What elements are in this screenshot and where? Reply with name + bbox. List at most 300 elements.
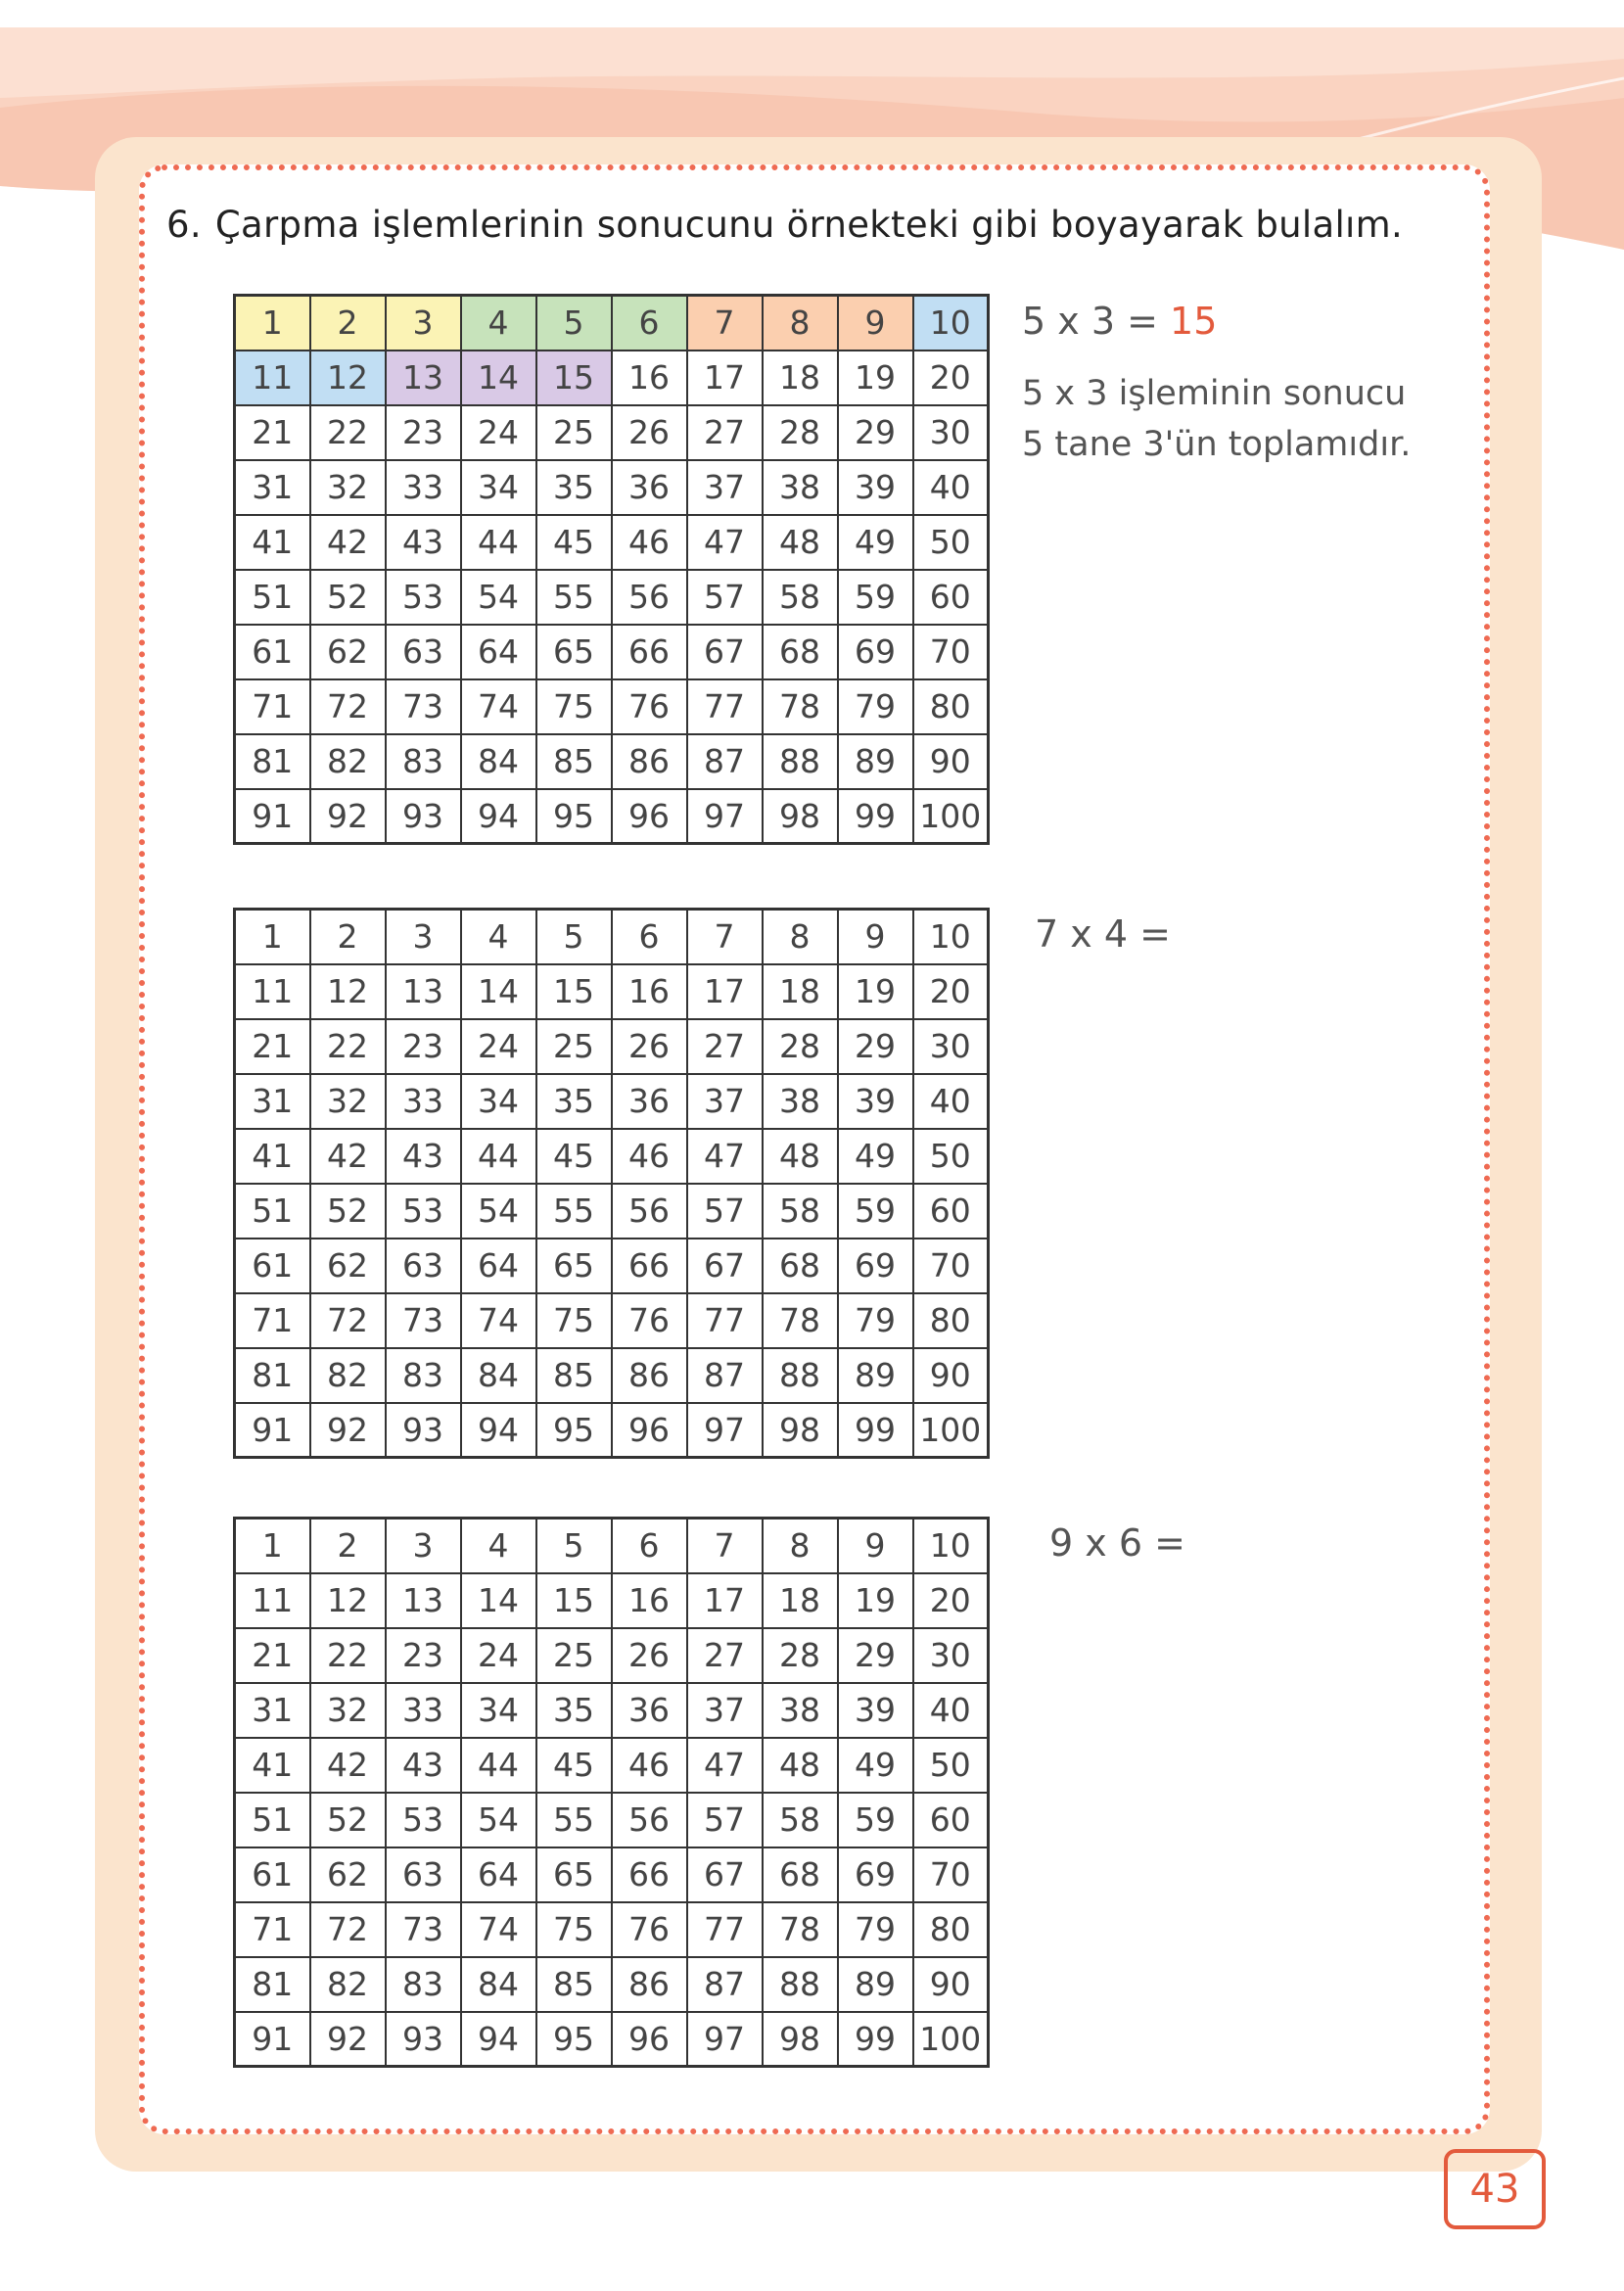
grid-cell[interactable]: 94 [461,789,536,844]
grid-cell[interactable]: 55 [536,1184,612,1239]
grid-cell[interactable]: 100 [913,789,989,844]
grid-cell[interactable]: 26 [612,405,687,460]
grid-cell[interactable]: 21 [235,1628,310,1683]
grid-cell[interactable]: 51 [235,1184,310,1239]
grid-cell[interactable]: 39 [838,460,913,515]
grid-cell[interactable]: 61 [235,625,310,679]
grid-cell[interactable]: 63 [386,625,461,679]
grid-cell[interactable]: 42 [310,1738,386,1793]
grid-cell[interactable]: 28 [763,405,838,460]
grid-cell[interactable]: 92 [310,1403,386,1458]
grid-cell[interactable]: 24 [461,1628,536,1683]
grid-cell[interactable]: 59 [838,1793,913,1847]
grid-cell[interactable]: 75 [536,1293,612,1348]
grid-cell[interactable]: 12 [310,964,386,1019]
grid-cell[interactable]: 13 [386,964,461,1019]
grid-cell[interactable]: 62 [310,1847,386,1902]
grid-cell[interactable]: 70 [913,625,989,679]
grid-cell[interactable]: 25 [536,1628,612,1683]
grid-cell[interactable]: 9 [838,1519,913,1573]
grid-cell[interactable]: 28 [763,1628,838,1683]
grid-cell[interactable]: 4 [461,910,536,964]
grid-cell[interactable]: 48 [763,1738,838,1793]
grid-cell[interactable]: 46 [612,1738,687,1793]
grid-cell[interactable]: 87 [687,1957,763,2012]
grid-cell[interactable]: 6 [612,296,687,351]
grid-cell[interactable]: 57 [687,1184,763,1239]
grid-cell[interactable]: 58 [763,1184,838,1239]
grid-cell[interactable]: 23 [386,1019,461,1074]
grid-cell[interactable]: 46 [612,515,687,570]
grid-cell[interactable]: 90 [913,1348,989,1403]
grid-cell[interactable]: 15 [536,964,612,1019]
grid-cell[interactable]: 43 [386,1129,461,1184]
grid-cell[interactable]: 8 [763,1519,838,1573]
grid-cell[interactable]: 19 [838,964,913,1019]
grid-cell[interactable]: 77 [687,679,763,734]
grid-cell[interactable]: 54 [461,1184,536,1239]
grid-cell[interactable]: 92 [310,2012,386,2067]
grid-cell[interactable]: 58 [763,570,838,625]
grid-cell[interactable]: 26 [612,1628,687,1683]
grid-cell[interactable]: 23 [386,405,461,460]
grid-cell[interactable]: 7 [687,1519,763,1573]
grid-cell[interactable]: 56 [612,1793,687,1847]
grid-cell[interactable]: 1 [235,910,310,964]
grid-cell[interactable]: 49 [838,1738,913,1793]
grid-cell[interactable]: 33 [386,1074,461,1129]
grid-cell[interactable]: 76 [612,1293,687,1348]
grid-cell[interactable]: 2 [310,296,386,351]
grid-cell[interactable]: 28 [763,1019,838,1074]
grid-cell[interactable]: 17 [687,351,763,405]
grid-cell[interactable]: 44 [461,515,536,570]
grid-cell[interactable]: 69 [838,1847,913,1902]
grid-cell[interactable]: 90 [913,734,989,789]
grid-cell[interactable]: 85 [536,1348,612,1403]
grid-cell[interactable]: 52 [310,1184,386,1239]
grid-cell[interactable]: 79 [838,1293,913,1348]
grid-cell[interactable]: 90 [913,1957,989,2012]
grid-cell[interactable]: 24 [461,405,536,460]
grid-cell[interactable]: 80 [913,1902,989,1957]
grid-cell[interactable]: 9 [838,910,913,964]
grid-cell[interactable]: 73 [386,1902,461,1957]
grid-cell[interactable]: 67 [687,1239,763,1293]
grid-cell[interactable]: 100 [913,2012,989,2067]
grid-cell[interactable]: 19 [838,1573,913,1628]
grid-cell[interactable]: 29 [838,405,913,460]
grid-cell[interactable]: 73 [386,1293,461,1348]
grid-cell[interactable]: 22 [310,405,386,460]
grid-cell[interactable]: 70 [913,1847,989,1902]
grid-cell[interactable]: 59 [838,570,913,625]
grid-cell[interactable]: 30 [913,1019,989,1074]
grid-cell[interactable]: 80 [913,1293,989,1348]
grid-cell[interactable]: 50 [913,1129,989,1184]
grid-cell[interactable]: 38 [763,460,838,515]
grid-cell[interactable]: 51 [235,1793,310,1847]
grid-cell[interactable]: 11 [235,1573,310,1628]
grid-cell[interactable]: 87 [687,734,763,789]
grid-cell[interactable]: 8 [763,296,838,351]
grid-cell[interactable]: 15 [536,1573,612,1628]
grid-cell[interactable]: 34 [461,460,536,515]
grid-cell[interactable]: 18 [763,351,838,405]
grid-cell[interactable]: 49 [838,1129,913,1184]
grid-cell[interactable]: 30 [913,405,989,460]
grid-cell[interactable]: 63 [386,1847,461,1902]
grid-cell[interactable]: 97 [687,789,763,844]
grid-cell[interactable]: 84 [461,1957,536,2012]
grid-cell[interactable]: 77 [687,1902,763,1957]
grid-cell[interactable]: 74 [461,1902,536,1957]
grid-cell[interactable]: 71 [235,1902,310,1957]
grid-cell[interactable]: 88 [763,734,838,789]
grid-cell[interactable]: 39 [838,1074,913,1129]
grid-cell[interactable]: 21 [235,1019,310,1074]
grid-cell[interactable]: 88 [763,1348,838,1403]
grid-cell[interactable]: 22 [310,1019,386,1074]
grid-cell[interactable]: 57 [687,570,763,625]
grid-cell[interactable]: 46 [612,1129,687,1184]
grid-cell[interactable]: 27 [687,1019,763,1074]
grid-cell[interactable]: 86 [612,1348,687,1403]
grid-cell[interactable]: 94 [461,2012,536,2067]
grid-cell[interactable]: 2 [310,910,386,964]
grid-cell[interactable]: 36 [612,460,687,515]
grid-cell[interactable]: 56 [612,570,687,625]
grid-cell[interactable]: 72 [310,1293,386,1348]
grid-cell[interactable]: 40 [913,460,989,515]
grid-cell[interactable]: 31 [235,1683,310,1738]
grid-cell[interactable]: 85 [536,1957,612,2012]
grid-cell[interactable]: 3 [386,910,461,964]
grid-cell[interactable]: 8 [763,910,838,964]
grid-cell[interactable]: 49 [838,515,913,570]
grid-cell[interactable]: 33 [386,1683,461,1738]
grid-cell[interactable]: 89 [838,734,913,789]
grid-cell[interactable]: 40 [913,1074,989,1129]
grid-cell[interactable]: 43 [386,515,461,570]
grid-cell[interactable]: 64 [461,1239,536,1293]
grid-cell[interactable]: 83 [386,1348,461,1403]
grid-cell[interactable]: 12 [310,351,386,405]
grid-cell[interactable]: 67 [687,625,763,679]
grid-cell[interactable]: 85 [536,734,612,789]
grid-cell[interactable]: 16 [612,351,687,405]
grid-cell[interactable]: 34 [461,1074,536,1129]
grid-cell[interactable]: 14 [461,351,536,405]
grid-cell[interactable]: 23 [386,1628,461,1683]
grid-cell[interactable]: 69 [838,1239,913,1293]
grid-cell[interactable]: 48 [763,515,838,570]
grid-cell[interactable]: 20 [913,351,989,405]
grid-cell[interactable]: 36 [612,1683,687,1738]
grid-cell[interactable]: 99 [838,1403,913,1458]
grid-cell[interactable]: 56 [612,1184,687,1239]
grid-cell[interactable]: 78 [763,1902,838,1957]
grid-cell[interactable]: 20 [913,964,989,1019]
grid-cell[interactable]: 62 [310,625,386,679]
grid-cell[interactable]: 71 [235,1293,310,1348]
grid-cell[interactable]: 98 [763,1403,838,1458]
grid-cell[interactable]: 57 [687,1793,763,1847]
grid-cell[interactable]: 5 [536,1519,612,1573]
grid-cell[interactable]: 42 [310,1129,386,1184]
grid-cell[interactable]: 37 [687,460,763,515]
grid-cell[interactable]: 35 [536,1683,612,1738]
grid-cell[interactable]: 76 [612,1902,687,1957]
grid-cell[interactable]: 60 [913,570,989,625]
grid-cell[interactable]: 38 [763,1074,838,1129]
grid-cell[interactable]: 14 [461,964,536,1019]
grid-cell[interactable]: 81 [235,1957,310,2012]
grid-cell[interactable]: 100 [913,1403,989,1458]
grid-cell[interactable]: 20 [913,1573,989,1628]
grid-cell[interactable]: 91 [235,2012,310,2067]
grid-cell[interactable]: 96 [612,1403,687,1458]
grid-cell[interactable]: 68 [763,1239,838,1293]
grid-cell[interactable]: 84 [461,1348,536,1403]
grid-cell[interactable]: 52 [310,570,386,625]
grid-cell[interactable]: 63 [386,1239,461,1293]
grid-cell[interactable]: 19 [838,351,913,405]
grid-cell[interactable]: 87 [687,1348,763,1403]
grid-cell[interactable]: 84 [461,734,536,789]
grid-cell[interactable]: 29 [838,1019,913,1074]
grid-cell[interactable]: 83 [386,734,461,789]
grid-cell[interactable]: 93 [386,2012,461,2067]
grid-cell[interactable]: 22 [310,1628,386,1683]
grid-cell[interactable]: 17 [687,964,763,1019]
grid-cell[interactable]: 35 [536,460,612,515]
grid-cell[interactable]: 1 [235,1519,310,1573]
grid-cell[interactable]: 65 [536,1239,612,1293]
grid-cell[interactable]: 25 [536,405,612,460]
grid-cell[interactable]: 60 [913,1793,989,1847]
grid-cell[interactable]: 27 [687,405,763,460]
grid-cell[interactable]: 81 [235,734,310,789]
grid-cell[interactable]: 91 [235,789,310,844]
grid-cell[interactable]: 54 [461,570,536,625]
grid-cell[interactable]: 72 [310,1902,386,1957]
grid-cell[interactable]: 78 [763,679,838,734]
grid-cell[interactable]: 18 [763,964,838,1019]
grid-cell[interactable]: 53 [386,570,461,625]
grid-cell[interactable]: 68 [763,1847,838,1902]
grid-cell[interactable]: 41 [235,1738,310,1793]
grid-cell[interactable]: 66 [612,625,687,679]
grid-cell[interactable]: 64 [461,625,536,679]
grid-cell[interactable]: 52 [310,1793,386,1847]
grid-cell[interactable]: 61 [235,1239,310,1293]
grid-cell[interactable]: 93 [386,1403,461,1458]
grid-cell[interactable]: 4 [461,296,536,351]
grid-cell[interactable]: 48 [763,1129,838,1184]
grid-cell[interactable]: 94 [461,1403,536,1458]
grid-cell[interactable]: 82 [310,1348,386,1403]
grid-cell[interactable]: 68 [763,625,838,679]
grid-cell[interactable]: 99 [838,2012,913,2067]
grid-cell[interactable]: 67 [687,1847,763,1902]
grid-cell[interactable]: 47 [687,515,763,570]
grid-cell[interactable]: 6 [612,1519,687,1573]
grid-cell[interactable]: 4 [461,1519,536,1573]
grid-cell[interactable]: 82 [310,734,386,789]
grid-cell[interactable]: 80 [913,679,989,734]
grid-cell[interactable]: 26 [612,1019,687,1074]
grid-cell[interactable]: 44 [461,1738,536,1793]
grid-cell[interactable]: 75 [536,679,612,734]
grid-cell[interactable]: 39 [838,1683,913,1738]
grid-cell[interactable]: 79 [838,1902,913,1957]
grid-cell[interactable]: 37 [687,1074,763,1129]
grid-cell[interactable]: 55 [536,1793,612,1847]
grid-cell[interactable]: 10 [913,1519,989,1573]
grid-cell[interactable]: 74 [461,1293,536,1348]
grid-cell[interactable]: 45 [536,515,612,570]
grid-cell[interactable]: 47 [687,1129,763,1184]
grid-cell[interactable]: 41 [235,1129,310,1184]
grid-cell[interactable]: 96 [612,789,687,844]
grid-cell[interactable]: 78 [763,1293,838,1348]
grid-cell[interactable]: 88 [763,1957,838,2012]
grid-cell[interactable]: 59 [838,1184,913,1239]
grid-cell[interactable]: 14 [461,1573,536,1628]
grid-cell[interactable]: 15 [536,351,612,405]
grid-cell[interactable]: 13 [386,351,461,405]
grid-cell[interactable]: 66 [612,1239,687,1293]
grid-cell[interactable]: 21 [235,405,310,460]
grid-cell[interactable]: 58 [763,1793,838,1847]
grid-cell[interactable]: 16 [612,964,687,1019]
grid-cell[interactable]: 10 [913,910,989,964]
grid-cell[interactable]: 25 [536,1019,612,1074]
grid-cell[interactable]: 33 [386,460,461,515]
grid-cell[interactable]: 95 [536,789,612,844]
grid-cell[interactable]: 64 [461,1847,536,1902]
grid-cell[interactable]: 69 [838,625,913,679]
grid-cell[interactable]: 97 [687,1403,763,1458]
grid-cell[interactable]: 12 [310,1573,386,1628]
grid-cell[interactable]: 24 [461,1019,536,1074]
grid-cell[interactable]: 37 [687,1683,763,1738]
grid-cell[interactable]: 50 [913,1738,989,1793]
grid-cell[interactable]: 41 [235,515,310,570]
grid-cell[interactable]: 95 [536,2012,612,2067]
grid-cell[interactable]: 74 [461,679,536,734]
grid-cell[interactable]: 89 [838,1957,913,2012]
grid-cell[interactable]: 9 [838,296,913,351]
grid-cell[interactable]: 71 [235,679,310,734]
grid-cell[interactable]: 53 [386,1184,461,1239]
grid-cell[interactable]: 82 [310,1957,386,2012]
grid-cell[interactable]: 29 [838,1628,913,1683]
grid-cell[interactable]: 11 [235,964,310,1019]
grid-cell[interactable]: 86 [612,734,687,789]
grid-cell[interactable]: 7 [687,910,763,964]
grid-cell[interactable]: 45 [536,1738,612,1793]
grid-cell[interactable]: 18 [763,1573,838,1628]
grid-cell[interactable]: 99 [838,789,913,844]
grid-cell[interactable]: 40 [913,1683,989,1738]
grid-cell[interactable]: 10 [913,296,989,351]
grid-cell[interactable]: 77 [687,1293,763,1348]
grid-cell[interactable]: 53 [386,1793,461,1847]
grid-cell[interactable]: 3 [386,296,461,351]
grid-cell[interactable]: 65 [536,1847,612,1902]
grid-cell[interactable]: 72 [310,679,386,734]
grid-cell[interactable]: 2 [310,1519,386,1573]
grid-cell[interactable]: 5 [536,296,612,351]
grid-cell[interactable]: 47 [687,1738,763,1793]
grid-cell[interactable]: 27 [687,1628,763,1683]
grid-cell[interactable]: 55 [536,570,612,625]
grid-cell[interactable]: 32 [310,1683,386,1738]
grid-cell[interactable]: 35 [536,1074,612,1129]
grid-cell[interactable]: 76 [612,679,687,734]
grid-cell[interactable]: 73 [386,679,461,734]
grid-cell[interactable]: 34 [461,1683,536,1738]
grid-cell[interactable]: 75 [536,1902,612,1957]
grid-cell[interactable]: 6 [612,910,687,964]
grid-cell[interactable]: 54 [461,1793,536,1847]
grid-cell[interactable]: 91 [235,1403,310,1458]
grid-cell[interactable]: 62 [310,1239,386,1293]
grid-cell[interactable]: 98 [763,789,838,844]
grid-cell[interactable]: 3 [386,1519,461,1573]
grid-cell[interactable]: 89 [838,1348,913,1403]
grid-cell[interactable]: 97 [687,2012,763,2067]
grid-cell[interactable]: 5 [536,910,612,964]
grid-cell[interactable]: 96 [612,2012,687,2067]
grid-cell[interactable]: 17 [687,1573,763,1628]
grid-cell[interactable]: 61 [235,1847,310,1902]
grid-cell[interactable]: 45 [536,1129,612,1184]
grid-cell[interactable]: 51 [235,570,310,625]
grid-cell[interactable]: 65 [536,625,612,679]
grid-cell[interactable]: 86 [612,1957,687,2012]
grid-cell[interactable]: 81 [235,1348,310,1403]
grid-cell[interactable]: 32 [310,1074,386,1129]
grid-cell[interactable]: 11 [235,351,310,405]
grid-cell[interactable]: 60 [913,1184,989,1239]
grid-cell[interactable]: 66 [612,1847,687,1902]
grid-cell[interactable]: 36 [612,1074,687,1129]
grid-cell[interactable]: 70 [913,1239,989,1293]
grid-cell[interactable]: 32 [310,460,386,515]
grid-cell[interactable]: 31 [235,460,310,515]
grid-cell[interactable]: 92 [310,789,386,844]
grid-cell[interactable]: 7 [687,296,763,351]
grid-cell[interactable]: 43 [386,1738,461,1793]
grid-cell[interactable]: 98 [763,2012,838,2067]
grid-cell[interactable]: 79 [838,679,913,734]
grid-cell[interactable]: 30 [913,1628,989,1683]
grid-cell[interactable]: 93 [386,789,461,844]
grid-cell[interactable]: 31 [235,1074,310,1129]
grid-cell[interactable]: 42 [310,515,386,570]
grid-cell[interactable]: 44 [461,1129,536,1184]
grid-cell[interactable]: 38 [763,1683,838,1738]
grid-cell[interactable]: 95 [536,1403,612,1458]
grid-cell[interactable]: 13 [386,1573,461,1628]
grid-cell[interactable]: 1 [235,296,310,351]
grid-cell[interactable]: 50 [913,515,989,570]
grid-cell[interactable]: 83 [386,1957,461,2012]
grid-cell[interactable]: 16 [612,1573,687,1628]
